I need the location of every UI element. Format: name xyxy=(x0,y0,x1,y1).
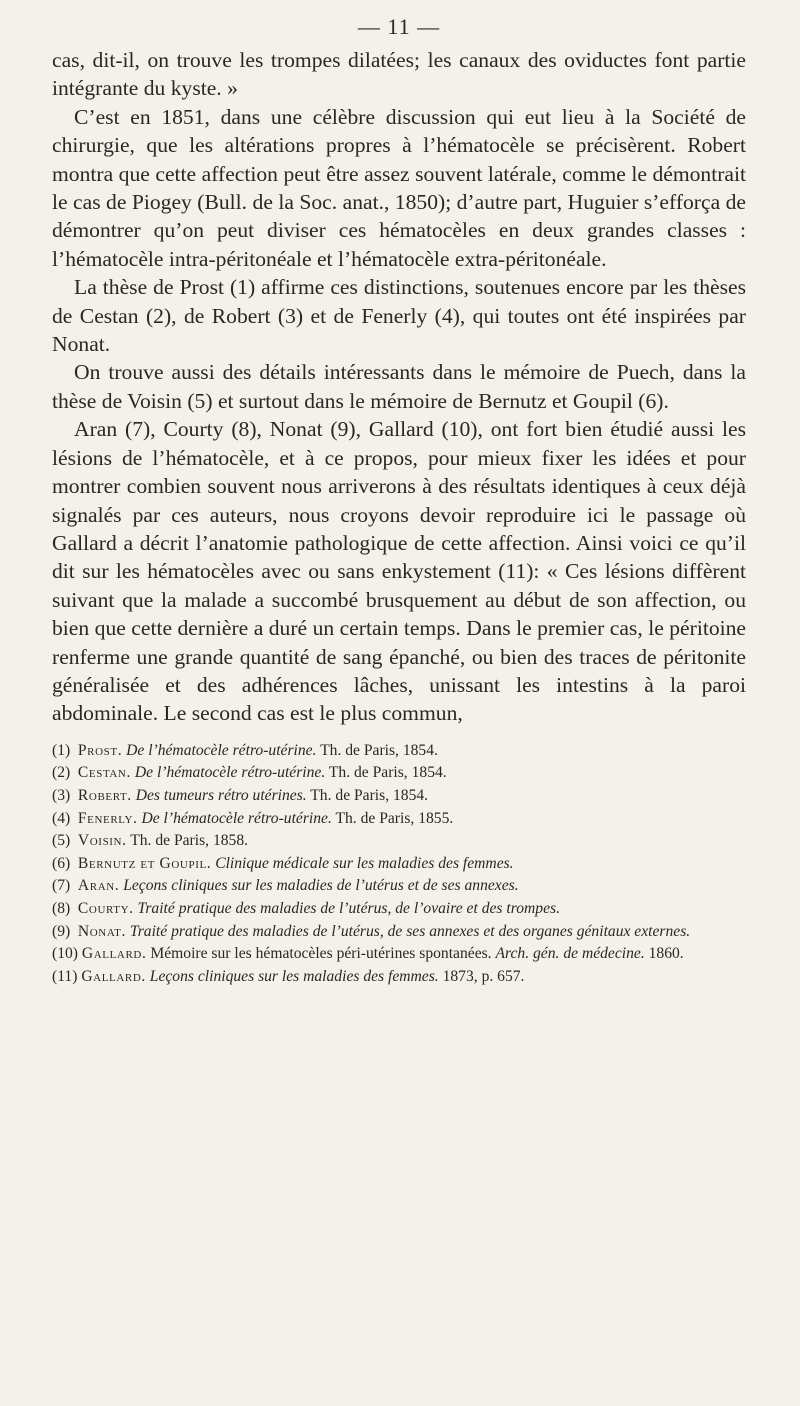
paragraph-1: cas, dit-il, on trouve les trompes dilatées; les canaux des oviductes font partie intégrante du kyste. » xyxy=(52,48,746,101)
footnote-2: (2) Cestan. De l’hématocèle rétro-utérine. Th. de Paris, 1854. xyxy=(52,764,447,782)
footnote-6: (6) Bernutz et Goupil. Clinique médicale sur les maladies des femmes. xyxy=(52,854,514,872)
footnote-3: (3) Robert. Des tumeurs rétro utérines. Th. de Paris, 1854. xyxy=(52,786,429,804)
footnote-8: (8) Courty. Traité pratique des maladies de l’utérus, de l’ovaire et des trompes. xyxy=(52,899,560,917)
paragraph-3: La thèse de Prost (1) affirme ces distinctions, soutenues encore par les thèses de Cestan (2), de Robert (3) et de Fenerly (4), qui toutes ont été inspirées par Nonat. xyxy=(52,275,746,357)
footnote-7: (7) Aran. Leçons cliniques sur les maladies de l’utérus et de ses annexes. xyxy=(52,877,519,895)
footnote-1: (1) Prost. De l’hématocèle rétro-utérine. Th. de Paris, 1854. xyxy=(52,741,438,759)
footnote-5: (5) Voisin. Th. de Paris, 1858. xyxy=(52,832,249,850)
body-text xyxy=(52,46,746,728)
footnote-4: (4) Fenerly. De l’hématocèle rétro-utérine. Th. de Paris, 1855. xyxy=(52,809,454,827)
paragraph-2: C’est en 1851, dans une célèbre discussion qui eut lieu à la Société de chirurgie, que les altérations propres à l’hématocèle se précisèrent. Robert montra que cette affection peut être assez souvent latérale, comme le démontrait le cas de Piogey (Bull. de la Soc. anat., 1850); d’autre part, Huguier s’efforça de démontrer qu’on peut diviser ces hématocèles en deux grandes classes : l’hématocèle intra-péritonéale et l’hématocèle extra-péritonéale. xyxy=(52,104,746,271)
footnotes xyxy=(52,740,746,989)
paragraph-5: Aran (7), Courty (8), Nonat (9), Gallard (10), ont fort bien étudié aussi les lésions de l’hématocèle, et à ce propos, pour mieux fixer les idées et pour montrer combien souvent nous arriverons à des résultats identiques à ceux déjà signalés par ces auteurs, nous croyons devoir reproduire ici le passage où Gallard a décrit l’anatomie pathologique de cette affection. Ainsi voici ce qu’il dit sur les hématocèles avec ou sans enkystement (11): « Ces lésions diffèrent suivant que la malade a succombé brusquement au début de son affection, ou bien que cette dernière a duré un certain temps. Dans le premier cas, le péritoine renferme une grande quantité de sang épanché, ou bien des traces de péritonite généralisée et des adhérences lâches, unissant les intestins à la paroi abdominale. Le second cas est le plus commun, xyxy=(52,417,746,726)
footnote-11: (11) Gallard. Leçons cliniques sur les maladies des femmes. 1873, p. 657. xyxy=(52,967,525,985)
footnote-9: (9) Nonat. Traité pratique des maladies de l’utérus, de ses annexes et des organes génitaux externes. xyxy=(52,922,691,940)
page-number: — 11 — xyxy=(357,14,441,39)
footnote-10: (10) Gallard. Mémoire sur les hématocèles péri-utérines spontanées. Arch. gén. de médecine. 1860. xyxy=(52,945,684,963)
paragraph-4: On trouve aussi des détails intéressants dans le mémoire de Puech, dans la thèse de Voisin (5) et surtout dans le mémoire de Bernutz et Goupil (6). xyxy=(52,360,746,413)
